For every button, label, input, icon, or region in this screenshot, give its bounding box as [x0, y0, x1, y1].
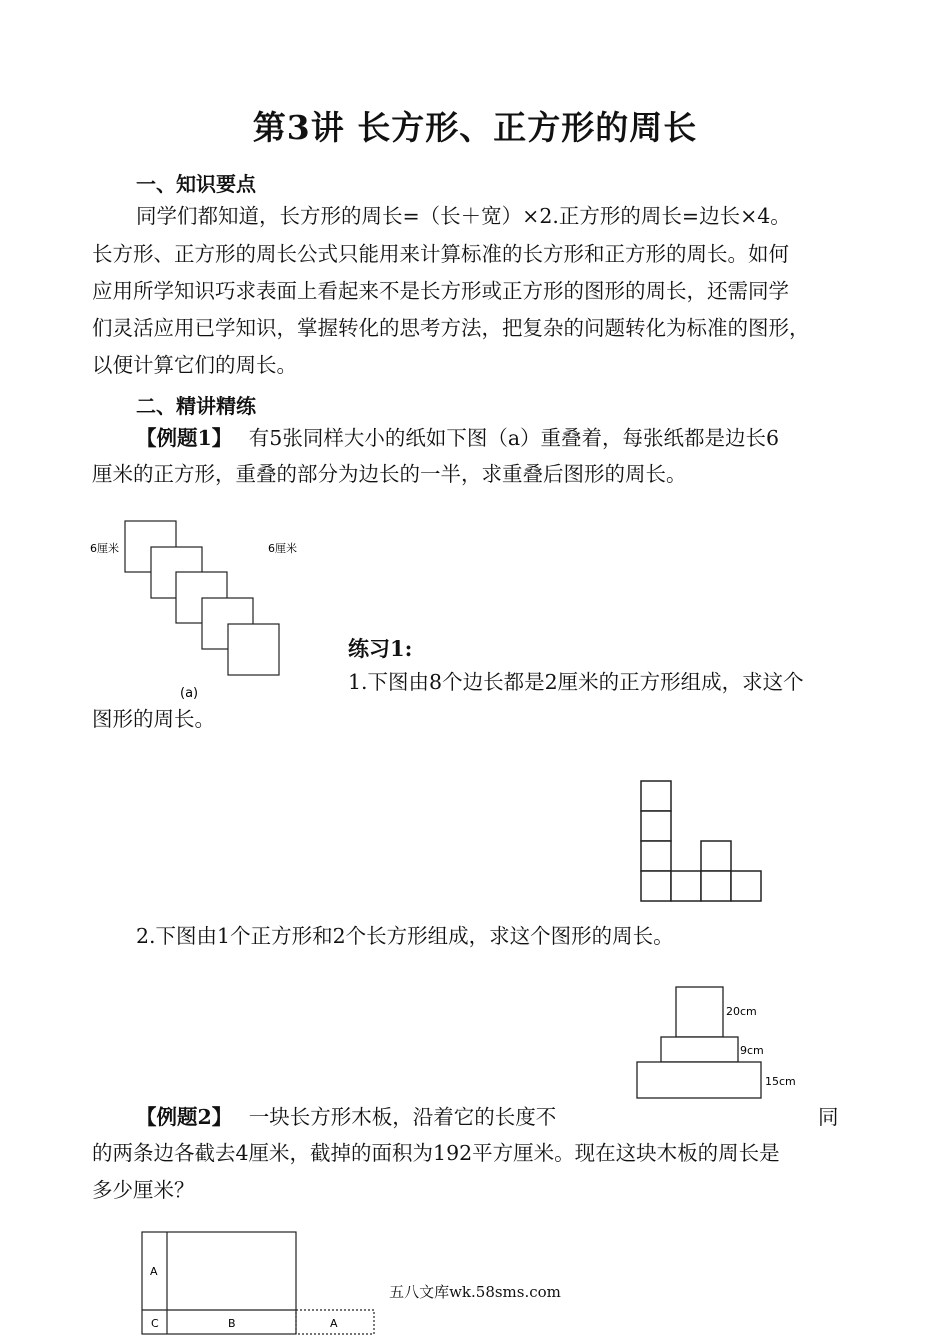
page-title: 第3讲 长方形、正方形的周长 — [252, 108, 698, 147]
knowledge-line-5: 以便计算它们的周长。 — [92, 353, 297, 377]
practice1-q1-line-2: 图形的周长。 — [92, 707, 215, 731]
knowledge-line-2: 长方形、正方形的周长公式只能用来计算标准的长方形和正方形的周长。如何 — [92, 242, 789, 266]
board-label-a-strip: A — [330, 1317, 338, 1330]
board-label-c: C — [151, 1317, 159, 1330]
figure-a-left-label: 6厘米 — [90, 542, 119, 555]
example2-text-1: 一块长方形木板，沿着它的长度不 — [248, 1105, 557, 1129]
board-label-b: B — [228, 1317, 236, 1330]
grid-square — [701, 871, 731, 901]
label-9cm: 9cm — [740, 1044, 764, 1057]
example1-line-2: 厘米的正方形，重叠的部分为边长的一半，求重叠后图形的周长。 — [92, 462, 687, 486]
practice1-q1-line-1: 1.下图由8个边长都是2厘米的正方形组成，求这个 — [348, 670, 804, 694]
grid-square — [641, 841, 671, 871]
grid-square — [641, 871, 671, 901]
example2-text-1-end: 同 — [818, 1105, 839, 1129]
grid-square — [671, 871, 701, 901]
knowledge-line-3: 应用所学知识巧求表面上看起来不是长方形或正方形的图形的周长，还需同学 — [92, 279, 789, 303]
example1-text-1: 有5张同样大小的纸如下图（a）重叠着，每张纸都是边长6 — [248, 426, 780, 450]
example2-line-2: 的两条边各截去4厘米，截掉的面积为192平方厘米。现在这块木板的周长是 — [92, 1141, 780, 1165]
middle-rectangle — [661, 1037, 738, 1062]
grid-square — [641, 811, 671, 841]
section-heading-practice: 二、精讲精练 — [136, 394, 256, 418]
practice1-q2: 2.下图由1个正方形和2个长方形组成，求这个图形的周长。 — [136, 924, 674, 948]
label-20cm: 20cm — [726, 1005, 757, 1018]
example2-line-3: 多少厘米？ — [92, 1178, 195, 1202]
practice1-heading: 练习1: — [348, 636, 413, 661]
square-5 — [228, 624, 279, 675]
board-label-a-left: A — [150, 1265, 158, 1278]
bottom-rectangle — [637, 1062, 761, 1098]
overlapping-squares-figure — [88, 515, 303, 705]
grid-square — [701, 841, 731, 871]
example1-line-1 — [136, 420, 779, 458]
stacked-rectangles-figure — [630, 982, 810, 1102]
figure-a-right-label: 6厘米 — [268, 542, 297, 555]
example2-line-1 — [136, 1099, 556, 1137]
figure-a-caption: (a) — [180, 686, 199, 701]
eight-squares-figure — [640, 780, 766, 906]
example2-tag: 【例题2】 — [136, 1105, 233, 1129]
top-square — [676, 987, 723, 1037]
knowledge-line-4: 们灵活应用已学知识，掌握转化的思考方法，把复杂的问题转化为标准的图形， — [92, 316, 810, 340]
grid-square — [731, 871, 761, 901]
label-15cm: 15cm — [765, 1075, 796, 1088]
section-heading-knowledge: 一、知识要点 — [136, 172, 256, 196]
knowledge-line-1: 同学们都知道，长方形的周长=（长＋宽）×2.正方形的周长=边长×4。 — [136, 204, 791, 228]
grid-square — [641, 781, 671, 811]
example1-tag: 【例题1】 — [136, 426, 233, 450]
footer-watermark: 五八文库wk.58sms.com — [389, 1283, 561, 1301]
